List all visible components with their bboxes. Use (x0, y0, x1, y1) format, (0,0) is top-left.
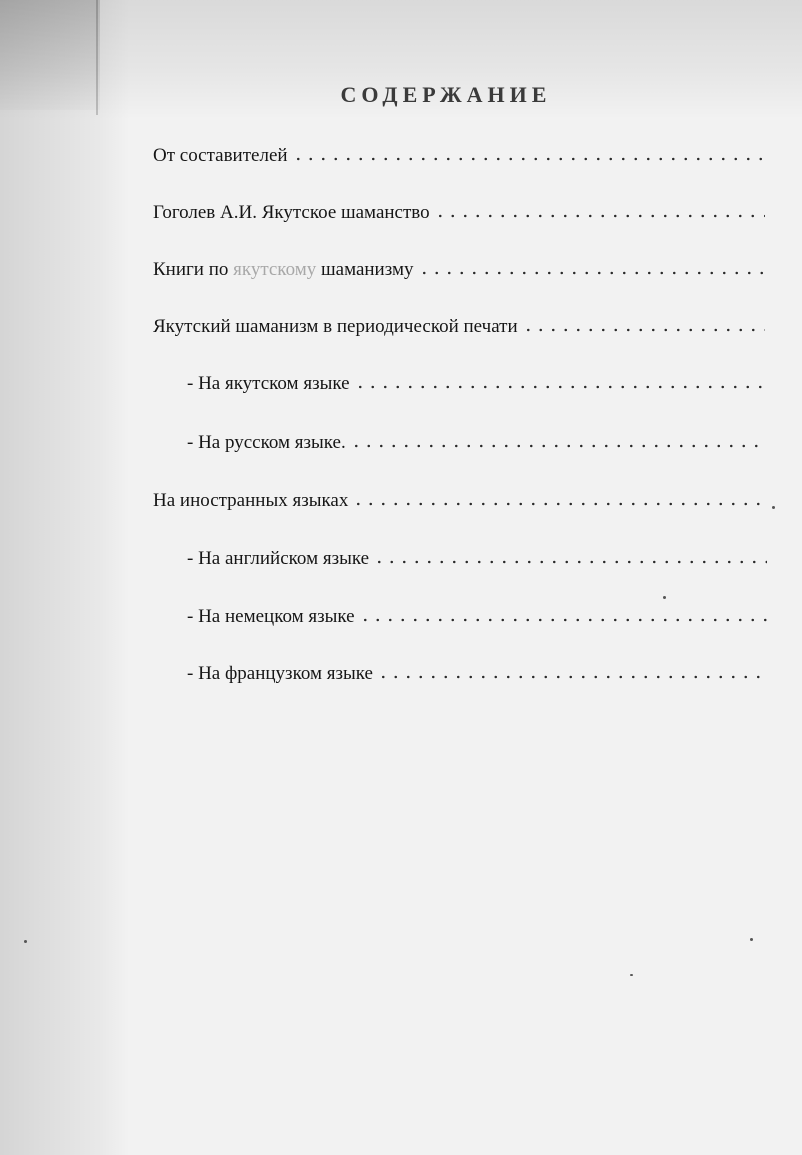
toc-subentry (187, 549, 767, 568)
toc-entry (153, 146, 765, 165)
toc-entry (153, 260, 765, 279)
dot-leader (434, 214, 765, 218)
dot-leader (352, 502, 765, 506)
toc-entry-text: - На французком языке (187, 664, 373, 683)
toc-subentry (187, 433, 767, 452)
toc-entry-text: - На русском языке. (187, 433, 346, 452)
toc-entry-text: Книги по якутскому шаманизму (153, 260, 414, 279)
toc-subentry (187, 664, 767, 683)
toc-entry-text: На иностранных языках (153, 491, 349, 510)
toc-entry-text: - На немецком языке (187, 607, 355, 626)
scan-speck (630, 974, 633, 976)
scan-speck (750, 938, 753, 941)
dot-leader (292, 157, 765, 161)
dot-leader (373, 560, 767, 564)
toc-entry-text: Якутский шаманизм в периодической печати (153, 317, 518, 336)
toc-entry (153, 317, 765, 336)
toc-entry (153, 491, 765, 510)
scan-speck (772, 506, 775, 509)
toc-subentry (187, 607, 767, 626)
toc-entry-text: Гоголев А.И. Якутское шаманство (153, 203, 430, 222)
dot-leader (418, 271, 766, 275)
toc-subentry (187, 374, 767, 393)
dot-leader (359, 618, 767, 622)
toc-entry-text: - На якутском языке (187, 374, 350, 393)
dot-leader (522, 328, 765, 332)
dot-leader (377, 675, 767, 679)
scan-speck (24, 940, 27, 943)
toc-entry (153, 203, 765, 222)
dot-leader (350, 444, 767, 448)
toc-entry-text: - На английском языке (187, 549, 370, 568)
toc-entry-text: От составителей (153, 146, 288, 165)
dot-leader (354, 385, 767, 389)
page-title: СОДЕРЖАНИЕ (340, 82, 552, 107)
scan-speck (663, 596, 666, 599)
